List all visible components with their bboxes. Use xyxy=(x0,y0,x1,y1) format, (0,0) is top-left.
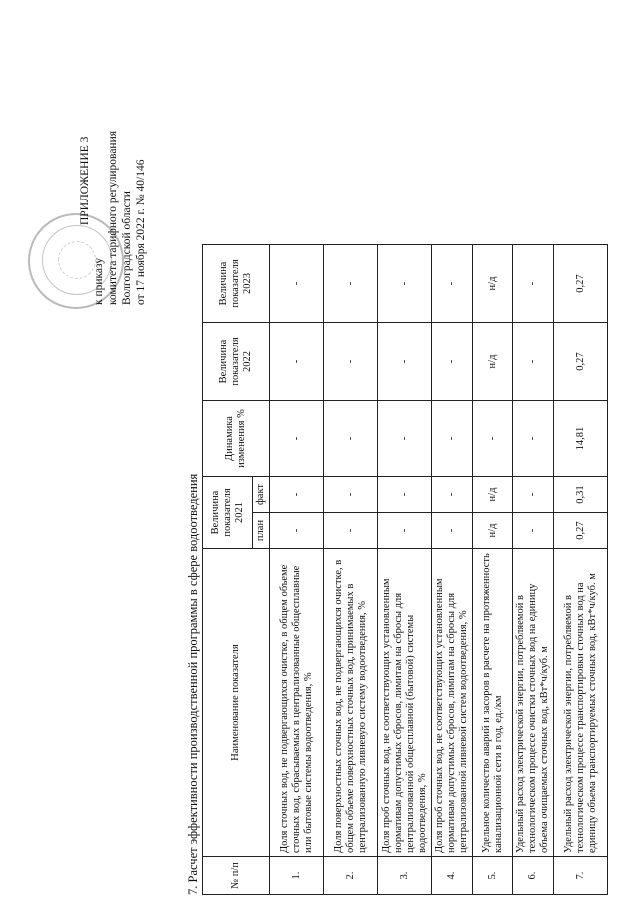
row-2023: н/д xyxy=(473,245,513,323)
header-2023: Величина показателя 2023 xyxy=(203,245,270,323)
row-dynamics: - xyxy=(513,401,554,477)
row-plan: - xyxy=(513,513,554,549)
row-fact: - xyxy=(513,477,554,513)
row-name: Доля сточных вод, не подвергающихся очистке, в общем объеме сточных вод, сбрасываемых в централизованные общесплавные или бытовые системы водоотведения, % xyxy=(270,549,324,857)
table-row xyxy=(513,245,554,895)
row-number: 2. xyxy=(324,857,378,895)
row-plan: - xyxy=(270,513,324,549)
row-number: 7. xyxy=(554,857,608,895)
row-2022: - xyxy=(324,323,378,401)
row-2022: 0,27 xyxy=(554,323,608,401)
table-row xyxy=(473,245,513,895)
header-plan: план xyxy=(253,513,270,549)
row-fact: - xyxy=(324,477,378,513)
table-row xyxy=(270,245,324,895)
row-2022: - xyxy=(513,323,554,401)
row-dynamics: - xyxy=(270,401,324,477)
row-plan: - xyxy=(324,513,378,549)
row-number: 4. xyxy=(432,857,473,895)
row-number: 6. xyxy=(513,857,554,895)
row-2022: - xyxy=(270,323,324,401)
document-header xyxy=(78,5,148,305)
row-fact: н/д xyxy=(473,477,513,513)
row-dynamics: - xyxy=(432,401,473,477)
row-plan: - xyxy=(432,513,473,549)
row-dynamics: 14,81 xyxy=(554,401,608,477)
row-plan: 0,27 xyxy=(554,513,608,549)
table-row xyxy=(554,245,608,895)
header-line-4: от 17 ноября 2022 г. № 40/146 xyxy=(135,159,147,305)
row-name: Удельный расход электрической энергии, потребляемой в технологическом процессе транспортировки сточных вод на единицу объема транспортируемых сточных вод, кВт*ч/куб. м xyxy=(554,549,608,857)
header-line-2: комитета тарифного регулирования xyxy=(107,130,119,305)
table-row xyxy=(324,245,378,895)
row-number: 5. xyxy=(473,857,513,895)
row-2023: - xyxy=(378,245,432,323)
row-fact: - xyxy=(378,477,432,513)
row-2022: н/д xyxy=(473,323,513,401)
row-fact: - xyxy=(270,477,324,513)
table-row xyxy=(378,245,432,895)
row-2023: - xyxy=(513,245,554,323)
row-fact: - xyxy=(432,477,473,513)
header-line-1: к приказу xyxy=(93,257,105,305)
header-2022: Величина показателя 2022 xyxy=(203,323,270,401)
appendix-label: ПРИЛОЖЕНИЕ 3 xyxy=(79,136,91,225)
row-2023: - xyxy=(270,245,324,323)
row-number: 1. xyxy=(270,857,324,895)
row-2022: - xyxy=(432,323,473,401)
row-2023: 0,27 xyxy=(554,245,608,323)
row-name: Доля проб сточных вод, не соответствующих установленным нормативам допустимых сбросов, лимитам на сбросы для централизованной общесплавной (бытовой) системы водоотведения, % xyxy=(378,549,432,857)
row-dynamics: - xyxy=(473,401,513,477)
row-name: Доля проб сточных вод, не соответствующих установленным нормативам допустимых сбросов, лимитам на сбросы для централизованной ливневой систем водоотведения, % xyxy=(432,549,473,857)
row-plan: н/д xyxy=(473,513,513,549)
row-2023: - xyxy=(432,245,473,323)
header-2021: Величина показателя 2021 xyxy=(203,477,253,549)
header-line-3: Волгоградской области xyxy=(121,191,133,305)
header-dynamics: Динамика изменения % xyxy=(203,401,270,477)
section-title: 7. Расчет эффективности производственной программы в сфере водоотведения xyxy=(186,473,200,895)
table-row xyxy=(432,245,473,895)
header-num: № п/п xyxy=(203,857,270,895)
row-dynamics: - xyxy=(378,401,432,477)
row-name: Удельное количество аварий и засоров в расчете на протяженность канализационной сети в год, ед./км xyxy=(473,549,513,857)
row-name: Удельный расход электрической энергии, потребляемой в технологическом процессе очистки сточных вод на единицу объема очищаемых сточных вод, кВт*ч/куб. м xyxy=(513,549,554,857)
header-name: Наименование показателя xyxy=(203,549,270,857)
row-2023: - xyxy=(324,245,378,323)
row-plan: - xyxy=(378,513,432,549)
row-2022: - xyxy=(378,323,432,401)
row-fact: 0,31 xyxy=(554,477,608,513)
row-dynamics: - xyxy=(324,401,378,477)
row-name: Доля поверхностных сточных вод, не подвергающихся очистке, в общем объеме поверхностных сточных вод, принимаемых в централизованную ливневую систему водоотведения, % xyxy=(324,549,378,857)
header-fact: факт xyxy=(253,477,270,513)
row-number: 3. xyxy=(378,857,432,895)
indicators-table xyxy=(202,244,608,895)
